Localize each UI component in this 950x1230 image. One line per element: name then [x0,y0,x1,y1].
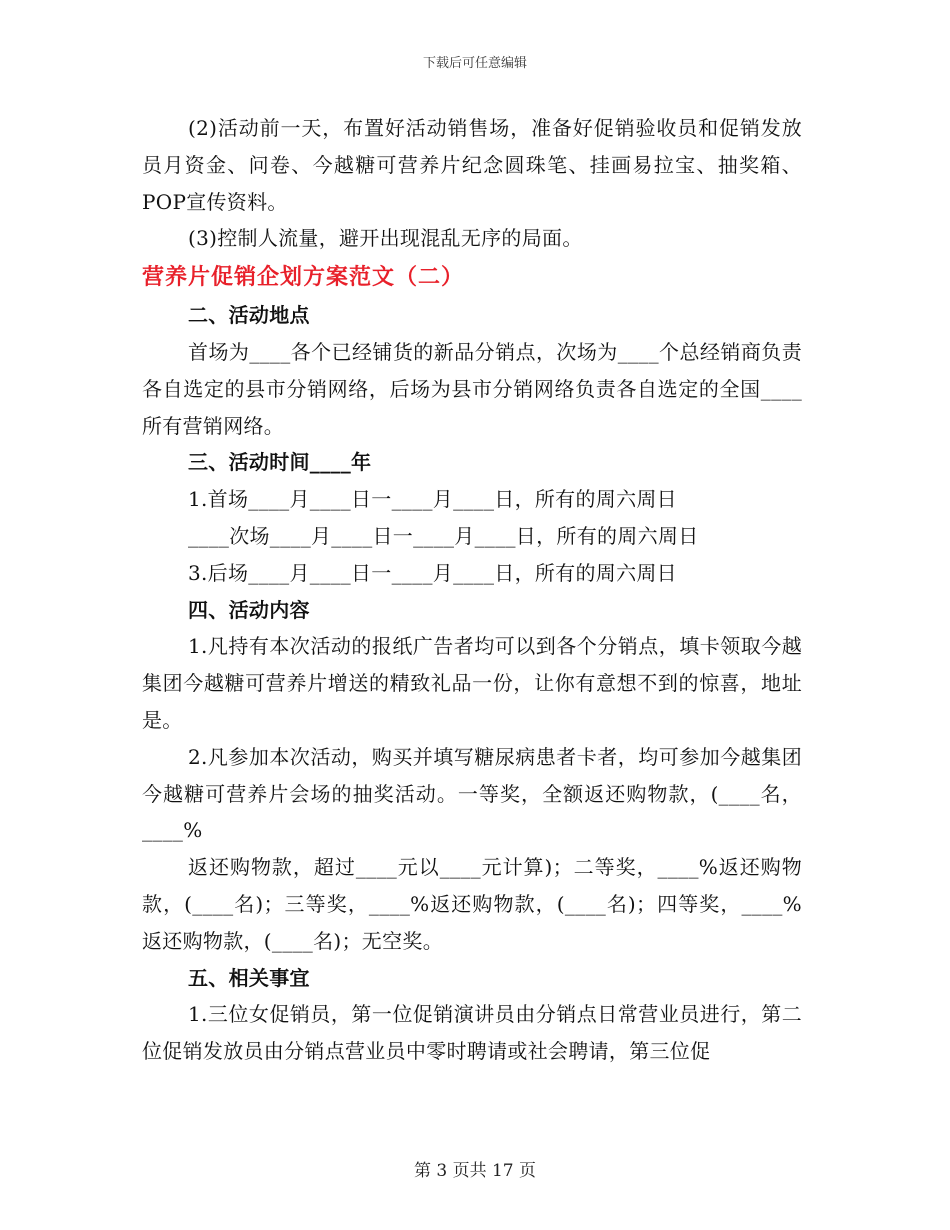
paragraph-content-2: 2.凡参加本次活动，购买并填写糖尿病患者卡者，均可参加今越集团今越糖可营养片会场的抽奖活动。一等奖，全额返还购物款，(____名，____% [142,744,802,843]
paragraph-prizes: 返还购物款，超过____元以____元计算)；二等奖，____%返还购物款，(____名)；三等奖，____%返还购物款，(____名)；四等奖，____%返还购物款，(____名)；无空奖。 [142,855,802,953]
paragraph-preparation: (2)活动前一天，布置好活动销售场，准备好促销验收员和促销发放员月资金、问卷、今越糖可营养片纪念圆珠笔、挂画易拉宝、抽奖箱、POP宣传资料。 [142,116,802,214]
paragraph-content-1: 1.凡持有本次活动的报纸广告者均可以到各个分销点，填卡领取今越集团今越糖可营养片增送的精致礼品一份，让你有意想不到的惊喜，地址是。 [142,634,802,732]
paragraph-first-round: 1.首场____月____日一____月____日，所有的周六周日 [188,487,677,512]
paragraph-related-1: 1.三位女促销员，第一位促销演讲员由分销点日常营业员进行，第二位促销发放员由分销点营业员中零时聘请或社会聘请，第三位促 [142,1002,802,1064]
paragraph-crowd-control: (3)控制人流量，避开出现混乱无序的局面。 [188,226,583,251]
paragraph-second-round: ____次场____月____日一____月____日，所有的周六周日 [188,523,699,548]
paragraph-location: 首场为____各个已经铺货的新品分销点，次场为____个总经销商负责各自选定的县市分销网络，后场为县市分销网络负责各自选定的全国____所有营销网络。 [142,339,802,438]
page-header: 下载后可任意编辑 [422,56,527,71]
heading-time: 三、活动时间____年 [188,450,372,475]
heading-location: 二、活动地点 [188,303,310,328]
document-body [142,110,802,1070]
heading-content: 四、活动内容 [188,597,310,622]
paragraph-last-round: 3.后场____月____日一____月____日，所有的周六周日 [188,560,677,585]
heading-related: 五、相关事宜 [188,965,310,990]
section-title: 营养片促销企划方案范文（二） [142,264,465,291]
page-footer: 第 3 页共 17 页 [413,1161,537,1181]
